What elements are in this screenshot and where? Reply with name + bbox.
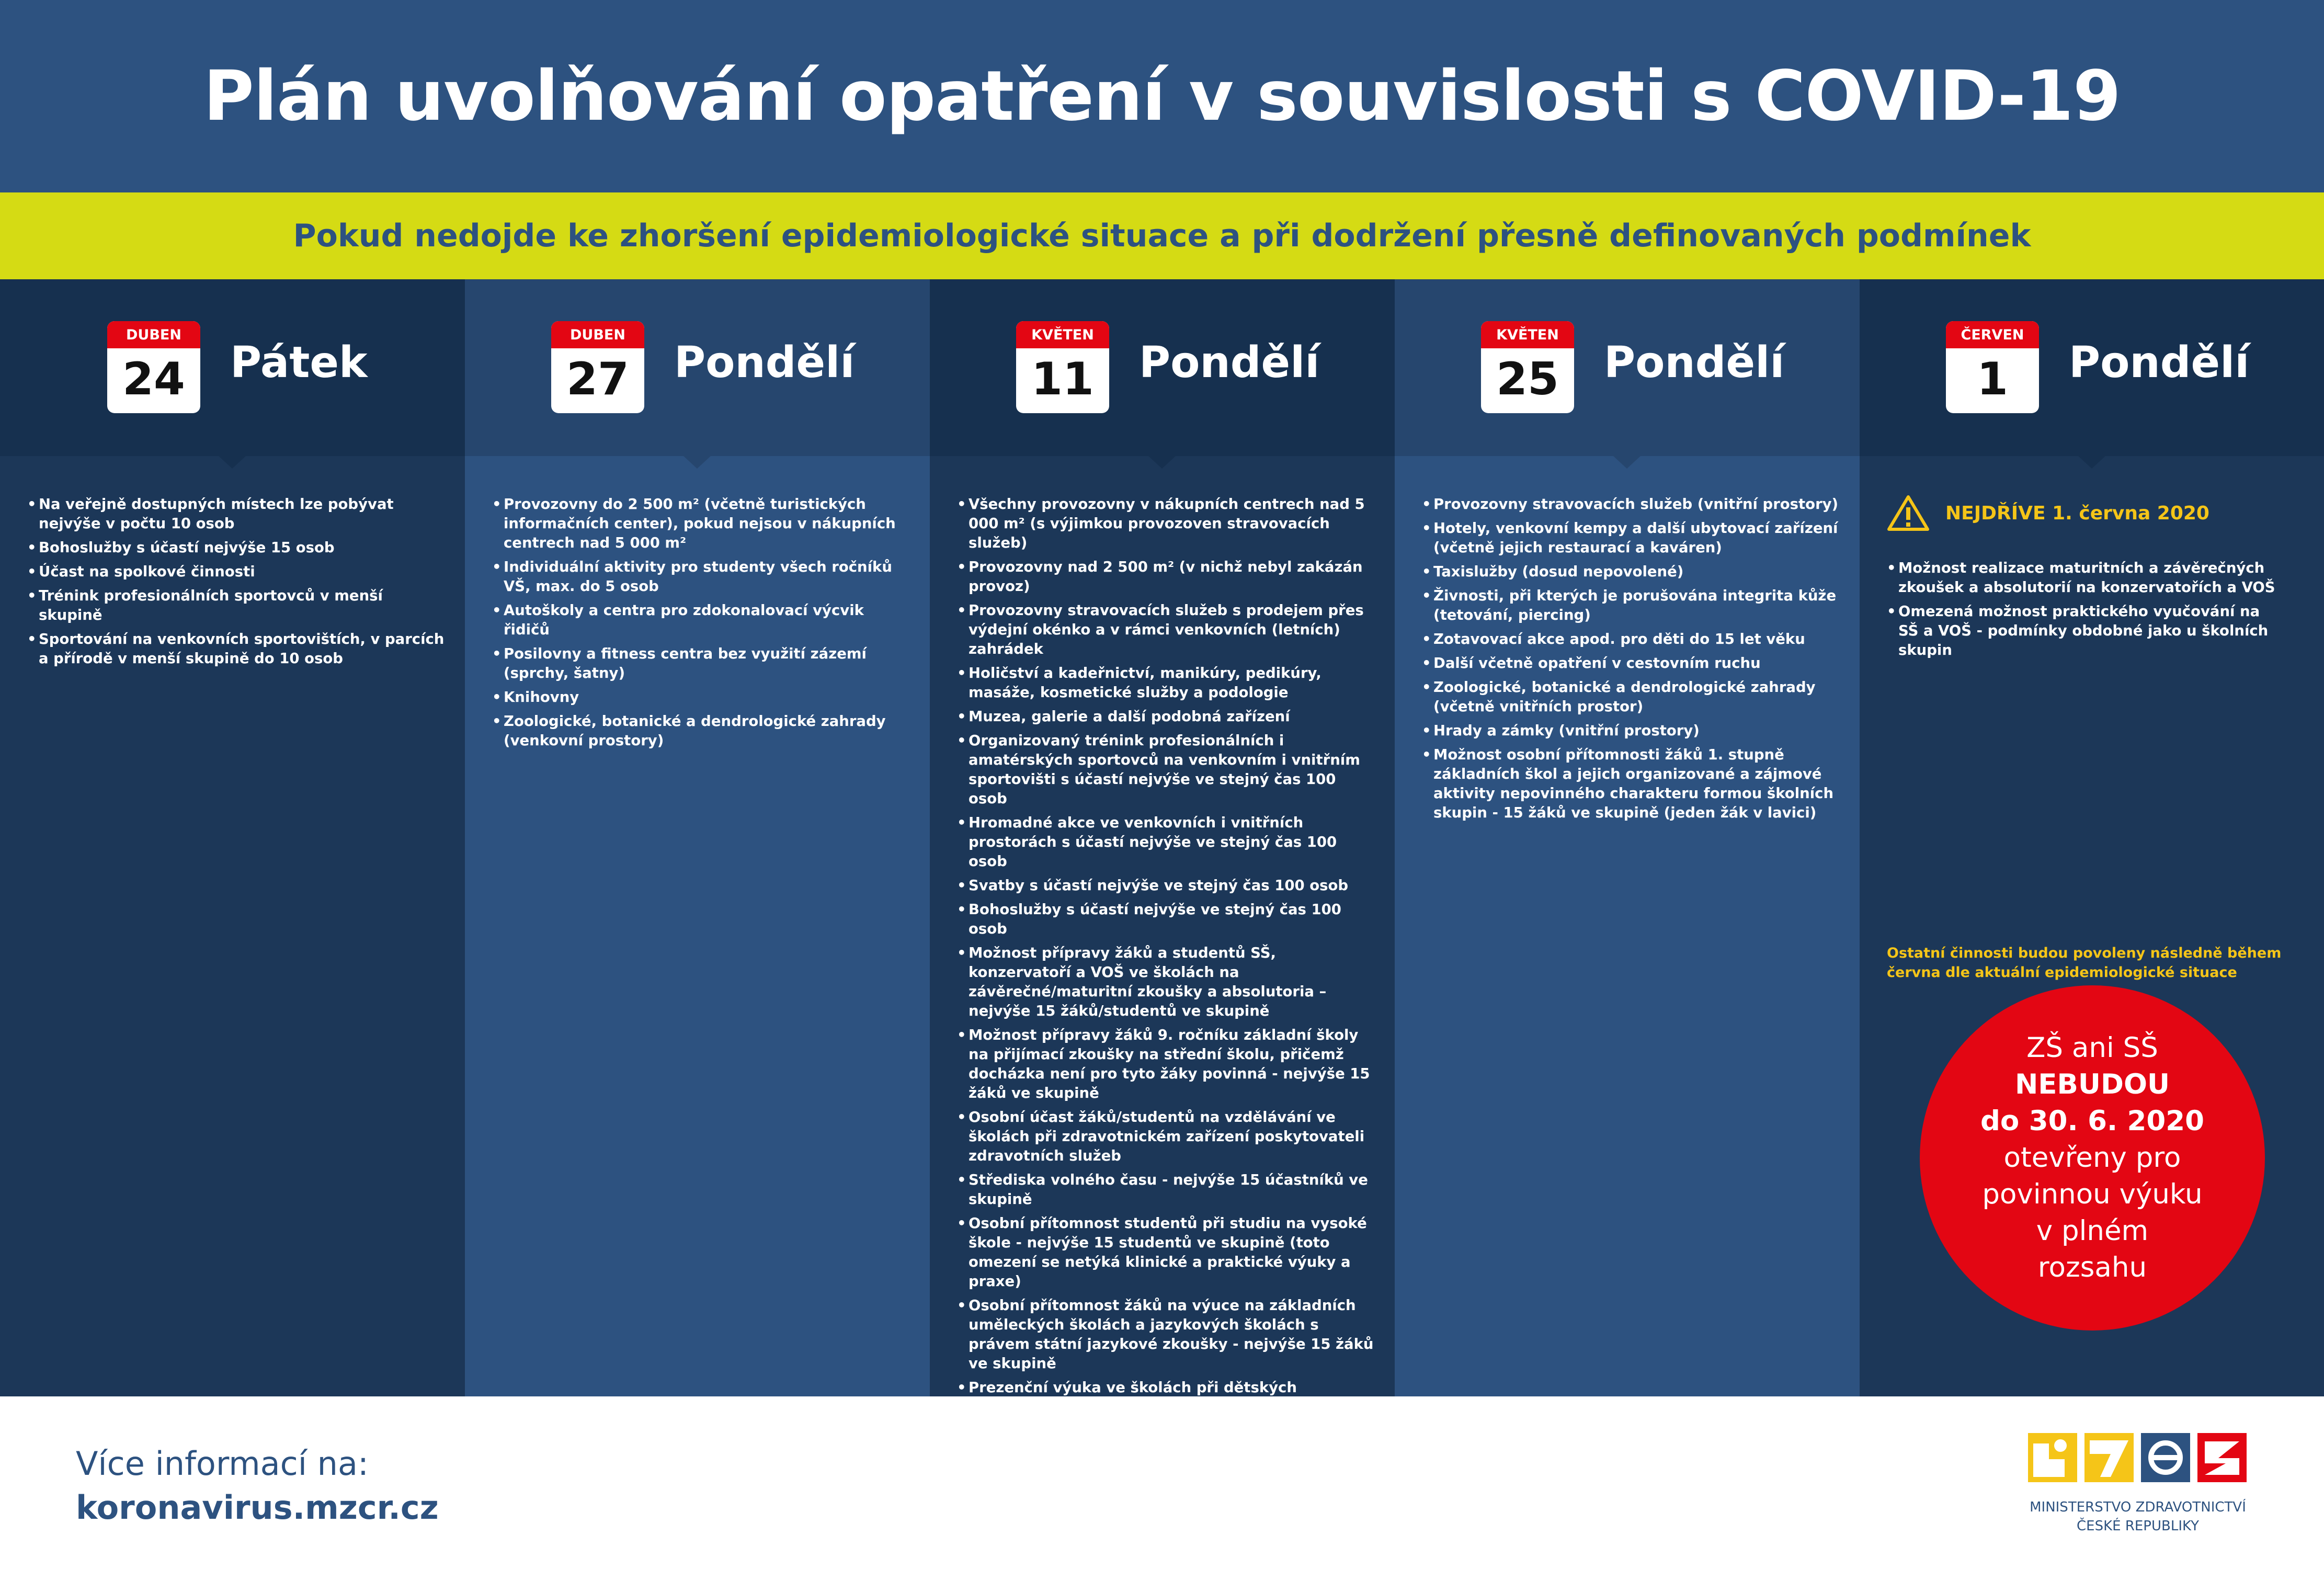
calendar-day: 25 — [1496, 353, 1559, 405]
pointer-arrow — [1613, 456, 1641, 469]
warning-row — [1887, 495, 2209, 531]
list-item: • Autoškoly a centra pro zdokonalovací výcvik řidičů — [492, 601, 910, 640]
list-item: • Posilovny a fitness centra bez využití zázemí (sprchy, šatny) — [492, 644, 910, 683]
list-item: • Všechny provozovny v nákupních centrech nad 5 000 m² (s výjimkou provozoven stravovacích služeb) — [957, 495, 1375, 553]
list-item: • Omezená možnost praktického vyučování na SŠ a VOŠ - podmínky obdobné jako u školních skupin — [1887, 602, 2284, 660]
calendar-day: 27 — [566, 353, 629, 405]
list-item: • Svatby s účastí nejvýše ve stejný čas 100 osob — [957, 876, 1375, 895]
calendar-month: KVĚTEN — [1481, 321, 1574, 348]
column-jun-1 — [1860, 279, 2324, 1396]
list-item: • Provozovny nad 2 500 m² (v nichž nebyl zakázán provoz) — [957, 558, 1375, 596]
weekday-label: Pondělí — [1139, 338, 1320, 388]
measure-list — [27, 495, 446, 673]
note-text: Ostatní činnosti budou povoleny následně během června dle aktuální epidemiologické situace — [1887, 945, 2282, 981]
list-item: • Organizovaný trénink profesionálních i amatérských sportovců na venkovním i vnitřním sportovišti s účastí nejvýše ve stejný čas 100 osob — [957, 731, 1375, 809]
badge-line: otevřeny pro — [2003, 1142, 2181, 1174]
measure-list — [1887, 559, 2284, 665]
pointer-arrow — [1148, 456, 1176, 469]
list-item: • Osobní přítomnost žáků na výuce na základních uměleckých školách a jazykových školách s právem státní jazykové zkoušky - nejvýše 15 žáků ve skupině — [957, 1296, 1375, 1373]
page-footer — [0, 1396, 2324, 1569]
ministry-name-line: MINISTERSTVO ZDRAVOTNICTVÍ — [2030, 1499, 2246, 1515]
calendar-month: ČERVEN — [1946, 321, 2039, 348]
measure-list — [957, 495, 1375, 1504]
pointer-arrow — [683, 456, 711, 469]
column-header — [1395, 279, 1860, 456]
calendar-icon — [1481, 321, 1574, 413]
column-header — [0, 279, 465, 456]
page-title: Plán uvolňování opatření v souvislosti s COVID-19 — [203, 56, 2121, 137]
column-header — [930, 279, 1395, 456]
list-item: • Hrady a zámky (vnitřní prostory) — [1422, 721, 1840, 741]
condition-banner — [0, 192, 2324, 279]
list-item: • Provozovny stravovacích služeb (vnitřní prostory) — [1422, 495, 1840, 514]
weekday-label: Pondělí — [674, 338, 855, 388]
list-item: • Hotely, venkovní kempy a další ubytovací zařízení (včetně jejich restaurací a kaváren) — [1422, 519, 1840, 558]
list-item: • Sportování na venkovních sportovištích, v parcích a přírodě v menší skupině do 10 osob — [27, 630, 446, 668]
calendar-day: 11 — [1031, 353, 1094, 405]
badge-line: ZŠ ani SŠ — [2026, 1032, 2158, 1064]
pointer-arrow — [2078, 456, 2105, 469]
list-item: • Možnost osobní přítomnosti žáků 1. stupně základních škol a jejich organizované a zájmové aktivity nepovinného charakteru formou školních skupin - 15 žáků ve skupině (jeden žák v lavici) — [1422, 745, 1840, 823]
info-link[interactable]: koronavirus.mzcr.cz — [76, 1488, 439, 1527]
list-item: • Bohoslužby s účastí nejvýše ve stejný čas 100 osob — [957, 900, 1375, 939]
calendar-icon — [1016, 321, 1109, 413]
list-item: • Trénink profesionálních sportovců v menší skupině — [27, 586, 446, 625]
calendar-icon — [1946, 321, 2039, 413]
condition-text: Pokud nedojde ke zhoršení epidemiologické situace a při dodržení přesně definovaných podmínek — [293, 218, 2031, 254]
measure-list — [492, 495, 910, 755]
calendar-month: KVĚTEN — [1016, 321, 1109, 348]
list-item: • Živnosti, při kterých je porušována integrita kůže (tetování, piercing) — [1422, 586, 1840, 625]
list-item: • Možnost přípravy žáků a studentů SŠ, konzervatoří a VOŠ ve školách na závěrečné/maturitní zkoušky a absolutoria – nejvýše 15 žáků/studentů ve skupině — [957, 943, 1375, 1021]
badge-line: povinnou výuku — [1982, 1178, 2203, 1210]
list-item: • Osobní účast žáků/studentů na vzdělávání ve školách při zdravotnickém zařízení poskytovateli zdravotních služeb — [957, 1108, 1375, 1166]
list-item: • Osobní přítomnost studentů při studiu na vysoké škole - nejvýše 15 studentů ve skupině (toto omezení se netýká klinické a praktické výuky a praxe) — [957, 1214, 1375, 1291]
calendar-day: 24 — [122, 353, 185, 405]
list-item: • Střediska volného času - nejvýše 15 účastníků ve skupině — [957, 1170, 1375, 1209]
weekday-label: Pondělí — [2069, 338, 2250, 388]
column-may-25 — [1395, 279, 1860, 1396]
ministry-name — [2028, 1498, 2248, 1536]
column-header — [465, 279, 930, 456]
column-apr-24 — [0, 279, 465, 1396]
measure-list — [1422, 495, 1840, 827]
badge-line: do 30. 6. 2020 — [1980, 1105, 2205, 1137]
more-info-label: Více informací na: — [76, 1445, 369, 1483]
column-header — [1860, 279, 2324, 456]
calendar-month: DUBEN — [107, 321, 200, 348]
weekday-label: Pondělí — [1604, 338, 1785, 388]
list-item: • Knihovny — [492, 688, 910, 707]
list-item: • Zotavovací akce apod. pro děti do 15 let věku — [1422, 630, 1840, 649]
list-item: • Provozovny stravovacích služeb s prodejem přes výdejní okénko a v rámci venkovních (letních) zahrádek — [957, 601, 1375, 659]
calendar-day: 1 — [1977, 353, 2008, 405]
page-header — [0, 0, 2324, 192]
schools-closed-badge — [1920, 985, 2265, 1331]
column-may-11 — [930, 279, 1395, 1396]
list-item: • Bohoslužby s účastí nejvýše 15 osob — [27, 538, 446, 558]
list-item: • Taxislužby (dosud nepovolené) — [1422, 562, 1840, 582]
badge-line: NEBUDOU — [2014, 1068, 2170, 1100]
timeline-columns — [0, 279, 2324, 1396]
list-item: • Na veřejně dostupných místech lze pobývat nejvýše v počtu 10 osob — [27, 495, 446, 533]
ministry-name-line: ČESKÉ REPUBLIKY — [2076, 1518, 2200, 1534]
list-item: • Možnost přípravy žáků 9. ročníku základní školy na přijímací zkoušky na střední školu, přičemž docházka není pro tyto žáky povinná - nejvýše 15 žáků ve skupině — [957, 1026, 1375, 1103]
list-item: • Zoologické, botanické a dendrologické zahrady (včetně vnitřních prostor) — [1422, 678, 1840, 717]
list-item: • Muzea, galerie a další podobná zařízení — [957, 707, 1375, 726]
pointer-arrow — [219, 456, 246, 469]
list-item: • Možnost realizace maturitních a závěrečných zkoušek a absolutorií na konzervatořích a VOŠ — [1887, 559, 2284, 597]
list-item: • Další včetně opatření v cestovním ruchu — [1422, 654, 1840, 673]
calendar-icon — [551, 321, 644, 413]
list-item: • Zoologické, botanické a dendrologické zahrady (venkovní prostory) — [492, 712, 910, 751]
list-item: • Účast na spolkové činnosti — [27, 562, 446, 582]
list-item: • Holičství a kadeřnictví, manikúry, pedikúry, masáže, kosmetické služby a podologie — [957, 664, 1375, 702]
badge-line: v plném — [2036, 1215, 2149, 1247]
column-apr-27 — [465, 279, 930, 1396]
list-item: • Prezenční výuka ve školách při dětských — [957, 1378, 1375, 1436]
list-item: • Individuální aktivity pro studenty všech ročníků VŠ, max. do 5 osob — [492, 558, 910, 596]
calendar-icon — [107, 321, 200, 413]
warning-text: NEJDŘÍVE 1. června 2020 — [1945, 502, 2209, 524]
calendar-month: DUBEN — [551, 321, 644, 348]
list-item: • Hromadné akce ve venkovních i vnitřních prostorách s účastí nejvýše ve stejný čas 100 osob — [957, 813, 1375, 871]
ministry-logo-icon — [2028, 1433, 2248, 1491]
warning-icon — [1887, 495, 1930, 531]
weekday-label: Pátek — [230, 338, 368, 388]
badge-line: rozsahu — [2037, 1252, 2147, 1283]
list-item: • Provozovny do 2 500 m² (včetně turistických informačních center), pokud nejsou v nákupních centrech nad 5 000 m² — [492, 495, 910, 553]
